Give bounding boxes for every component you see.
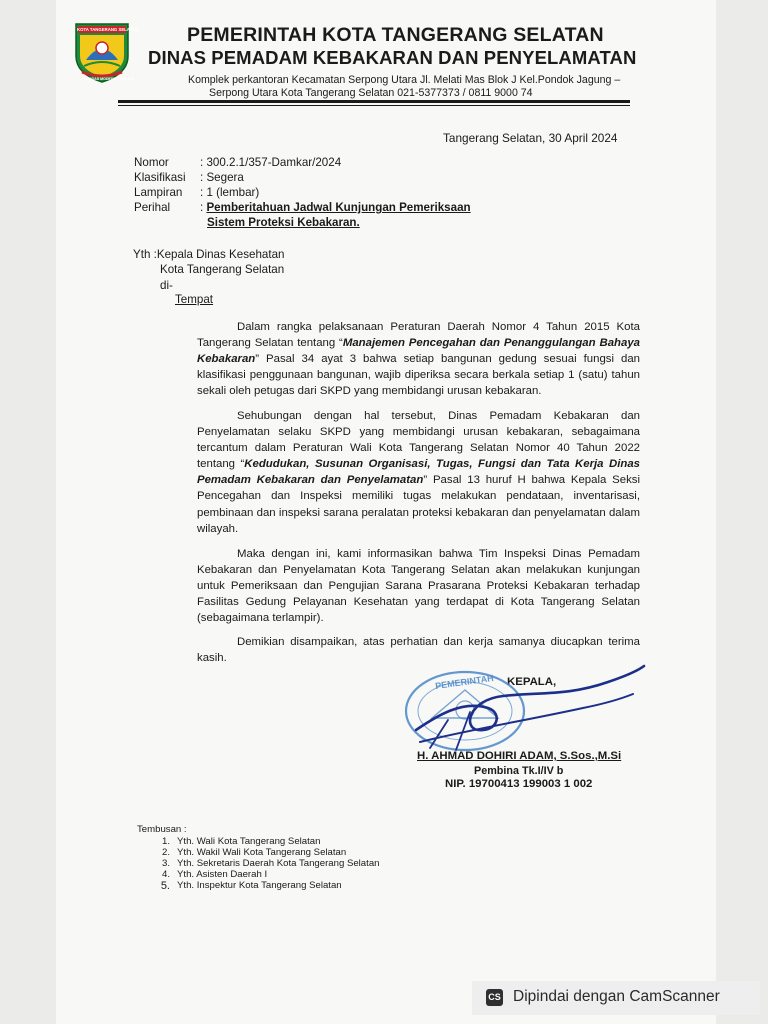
- recipient-line3: di-: [160, 279, 173, 292]
- klasifikasi-label: Klasifikasi: [134, 171, 186, 184]
- stamp-text: PEMERINTAH: [434, 672, 495, 692]
- signatory-name: H. AHMAD DOHIRI ADAM, S.Sos.,M.Si: [417, 750, 622, 762]
- letter-date: Tangerang Selatan, 30 April 2024: [443, 131, 618, 145]
- letterhead-thick-rule: [118, 100, 630, 103]
- perihal-label: Perihal: [134, 201, 171, 214]
- lampiran-value: : 1 (lembar): [200, 186, 260, 199]
- perihal-line2: Sistem Proteksi Kebakaran.: [207, 216, 360, 229]
- tembusan-item: Yth. Wali Kota Tangerang Selatan: [177, 836, 321, 847]
- letterhead-government-name: PEMERINTAH KOTA TANGERANG SELATAN: [187, 24, 604, 46]
- tembusan-item-number: 1.: [161, 836, 170, 847]
- letterhead-agency-name: DINAS PEMADAM KEBAKARAN DAN PENYELAMATAN: [148, 47, 637, 68]
- signatory-rank: Pembina Tk.I/IV b: [474, 765, 564, 777]
- camscanner-icon: CS: [486, 989, 503, 1006]
- nomor-value: : 300.2.1/357-Damkar/2024: [200, 156, 342, 169]
- recipient-line4: Tempat: [175, 293, 214, 306]
- tembusan-item-number: 3.: [161, 858, 170, 869]
- camscanner-watermark: [472, 981, 760, 1015]
- tembusan-item: Yth. Sekretaris Daerah Kota Tangerang Selatan: [177, 858, 380, 869]
- tembusan-item: Yth. Asisten Daerah I: [177, 869, 268, 880]
- perihal-line1: Pemberitahuan Jadwal Kunjungan Pemeriksaan: [206, 201, 471, 214]
- body-paragraph-3: Maka dengan ini, kami informasikan bahwa Tim Inspeksi Dinas Pemadam Kebakaran dan Penyelamatan Kota Tangerang Selatan akan melakukan kunjungan untuk Pemeriksaan dan Pengujian Sarana Prasarana Proteksi Kebakaran terhadap Fasilitas Gedung Pelayanan Kesehatan yang terdapat di Kota Tangerang Selatan (sebagaimana terlampir).: [197, 548, 640, 625]
- letterhead-thin-rule: [118, 105, 630, 106]
- lampiran-label: Lampiran: [134, 186, 183, 199]
- signatory-nip: NIP. 19700413 199003 1 002: [445, 778, 593, 790]
- perihal-colon: : Pemberitahuan Jadwal Kunjungan Pemeriksaan: [200, 201, 471, 214]
- tembusan-item-number: 2.: [161, 847, 170, 858]
- logo-text: KOTA TANGERANG SELATAN: [77, 27, 139, 32]
- klasifikasi-value: : Segera: [200, 171, 244, 184]
- recipient-line1: Yth :Kepala Dinas Kesehatan: [133, 248, 285, 261]
- recipient-line2: Kota Tangerang Selatan: [160, 263, 285, 276]
- camscanner-label: Dipindai dengan CamScanner: [513, 988, 720, 1005]
- tembusan-item-number: 5.: [160, 880, 170, 892]
- body-paragraph-4: Demikian disampaikan, atas perhatian dan kerja samanya diucapkan terima kasih.: [197, 636, 640, 665]
- tembusan-heading: Tembusan :: [137, 824, 187, 835]
- letterhead-address-line2: Serpong Utara Kota Tangerang Selatan 021-5377373 / 0811 9000 74: [209, 87, 533, 99]
- logo-motto: CERDAS MODERN RELIGIUS: [84, 76, 135, 81]
- body-paragraph-1: Dalam rangka pelaksanaan Peraturan Daerah Nomor 4 Tahun 2015 Kota Tangerang Selatan tentang “Manajemen Pencegahan dan Penanggulangan Bahaya Kebakaran” Pasal 34 ayat 3 bahwa setiap bangunan gedung sesuai fungsi dan klasifikasi penggunaan bangunan, wajib diperiksa secara berkala setiap 1 (satu) tahun sekali oleh petugas dari SKPD yang membidangi urusan kebakaran.: [197, 321, 640, 398]
- nomor-label: Nomor: [134, 156, 169, 169]
- tembusan-item-number: 4.: [161, 869, 170, 880]
- tembusan-item: Yth. Wakil Wali Kota Tangerang Selatan: [177, 847, 347, 858]
- signature-title: KEPALA,: [507, 676, 557, 688]
- tembusan-item: Yth. Inspektur Kota Tangerang Selatan: [177, 880, 342, 891]
- body-paragraph-2: Sehubungan dengan hal tersebut, Dinas Pemadam Kebakaran dan Penyelamatan selaku SKPD yang membidangi urusan kebakaran, sebagaimana tercantum dalam Peraturan Wali Kota Tangerang Selatan Nomor 40 Tahun 2022 tentang “Kedudukan, Susunan Organisasi, Tugas, Fungsi dan Tata Kerja Dinas Pemadam Kebakaran dan Penyelamatan” Pasal 13 huruf H bahwa Kepala Seksi Pencegahan dan Inspeksi memiliki tugas melakukan pendataan, inventarisasi, pembinaan dan inspeksi sarana peralatan proteksi kebakaran dan penyelamatan dalam wilayah.: [197, 410, 641, 535]
- handwritten-signature: [408, 660, 648, 760]
- letterhead-address-line1: Komplek perkantoran Kecamatan Serpong Utara Jl. Melati Mas Blok J Kel.Pondok Jagung –: [188, 74, 621, 86]
